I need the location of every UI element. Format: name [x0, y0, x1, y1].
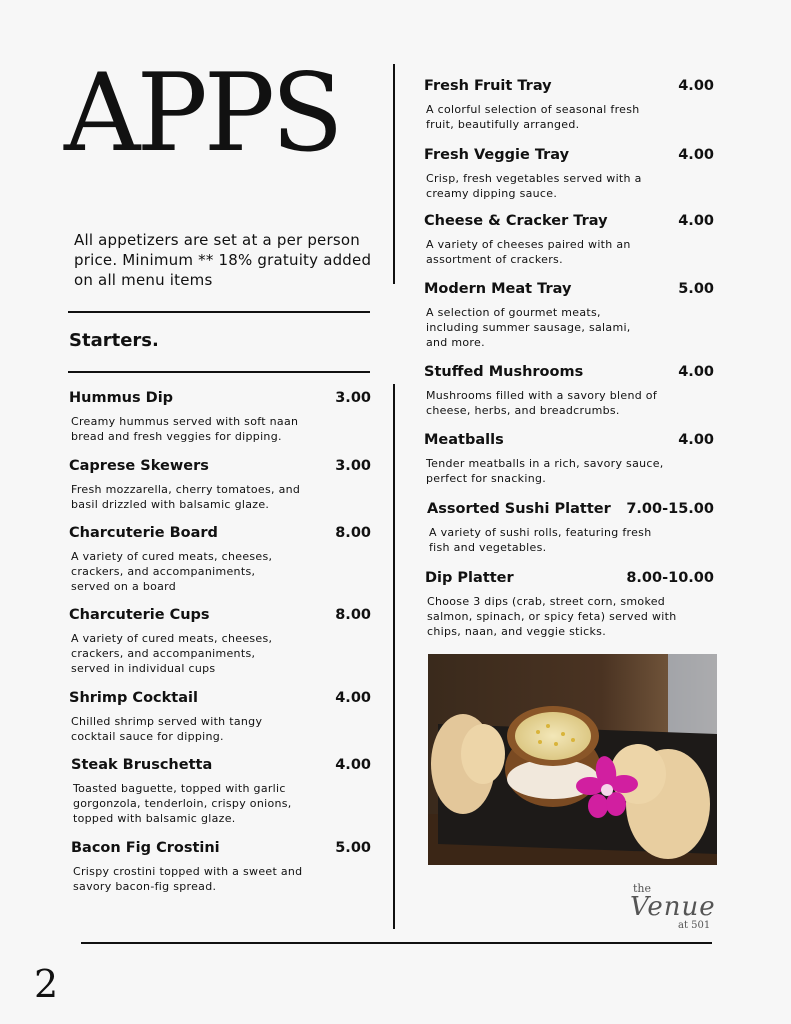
logo-at: at 501 [678, 920, 711, 931]
item-price: 4.00 [335, 757, 371, 773]
menu-item [424, 364, 714, 418]
logo-venue: Venue [630, 892, 716, 922]
page-number: 2 [34, 962, 59, 1006]
item-description: Fresh mozzarella, cherry tomatoes, and basil drizzled with balsamic glaze. [71, 483, 301, 511]
menu-item [69, 607, 371, 676]
item-description: Toasted baguette, topped with garlic gorgonzola, tenderloin, crispy onions, topped with balsamic glaze. [73, 782, 292, 825]
item-name: Stuffed Mushrooms [424, 364, 584, 380]
item-price: 7.00-15.00 [626, 501, 714, 517]
column-divider-bottom [393, 384, 395, 929]
item-name: Fresh Veggie Tray [424, 147, 570, 163]
item-name: Shrimp Cocktail [69, 690, 198, 706]
item-name: Charcuterie Board [69, 525, 218, 541]
item-description: A variety of sushi rolls, featuring fresh fish and vegetables. [429, 526, 652, 554]
divider-bottom [81, 942, 712, 944]
venue-logo [628, 882, 718, 934]
menu-item [69, 690, 371, 744]
menu-item [424, 281, 714, 350]
item-description: Tender meatballs in a rich, savory sauce, perfect for snacking. [426, 457, 664, 485]
intro-text: All appetizers are set at a per person price. Minimum ** 18% gratuity added on all menu items [74, 231, 372, 289]
item-name: Cheese & Cracker Tray [424, 213, 608, 229]
item-name: Hummus Dip [69, 390, 174, 406]
item-description: Creamy hummus served with soft naan bread and fresh veggies for dipping. [71, 415, 299, 443]
menu-item [71, 757, 371, 826]
section-heading: Starters. [69, 330, 159, 351]
item-price: 3.00 [335, 390, 371, 406]
item-name: Modern Meat Tray [424, 281, 572, 297]
item-name: Meatballs [424, 432, 504, 448]
menu-item [424, 432, 714, 486]
item-price: 4.00 [678, 147, 714, 163]
food-photo [428, 654, 717, 865]
item-description: Mushrooms filled with a savory blend of cheese, herbs, and breadcrumbs. [426, 389, 658, 417]
menu-item [424, 147, 714, 201]
item-price: 3.00 [335, 458, 371, 474]
menu-item [425, 570, 714, 639]
item-name: Fresh Fruit Tray [424, 78, 552, 94]
item-description: A colorful selection of seasonal fresh fruit, beautifully arranged. [426, 103, 640, 131]
divider-mid-left [68, 371, 370, 373]
item-price: 4.00 [678, 432, 714, 448]
item-description: Chilled shrimp served with tangy cocktail sauce for dipping. [71, 715, 263, 743]
menu-item [69, 458, 371, 512]
menu-item [69, 390, 371, 444]
item-price: 4.00 [678, 213, 714, 229]
item-name: Bacon Fig Crostini [71, 840, 220, 856]
page-title: APPS [64, 51, 340, 176]
item-price: 8.00 [335, 607, 371, 623]
item-description: A variety of cured meats, cheeses, crackers, and accompaniments, served on a board [71, 550, 273, 593]
menu-item [427, 501, 714, 555]
logo-the: the [633, 882, 652, 895]
menu-item [71, 840, 371, 894]
item-description: Crisp, fresh vegetables served with a creamy dipping sauce. [426, 172, 642, 200]
item-name: Steak Bruschetta [71, 757, 213, 773]
menu-item [69, 525, 371, 594]
item-description: Crispy crostini topped with a sweet and savory bacon-fig spread. [73, 865, 303, 893]
item-name: Assorted Sushi Platter [427, 501, 611, 517]
item-description: Choose 3 dips (crab, street corn, smoked salmon, spinach, or spicy feta) served with chips, naan, and veggie sticks. [427, 595, 677, 638]
item-name: Dip Platter [425, 570, 514, 586]
menu-item [424, 78, 714, 132]
item-name: Charcuterie Cups [69, 607, 210, 623]
item-price: 8.00 [335, 525, 371, 541]
divider-top-left [68, 311, 370, 313]
item-description: A variety of cheeses paired with an assortment of crackers. [426, 238, 631, 266]
item-description: A variety of cured meats, cheeses, crackers, and accompaniments, served in individual cups [71, 632, 273, 675]
item-price: 4.00 [678, 78, 714, 94]
menu-item [424, 213, 714, 267]
item-name: Caprese Skewers [69, 458, 209, 474]
item-description: A selection of gourmet meats, including summer sausage, salami, and more. [426, 306, 631, 349]
item-price: 4.00 [335, 690, 371, 706]
item-price: 8.00-10.00 [626, 570, 714, 586]
column-divider-top [393, 64, 395, 284]
item-price: 5.00 [335, 840, 371, 856]
item-price: 5.00 [678, 281, 714, 297]
item-price: 4.00 [678, 364, 714, 380]
